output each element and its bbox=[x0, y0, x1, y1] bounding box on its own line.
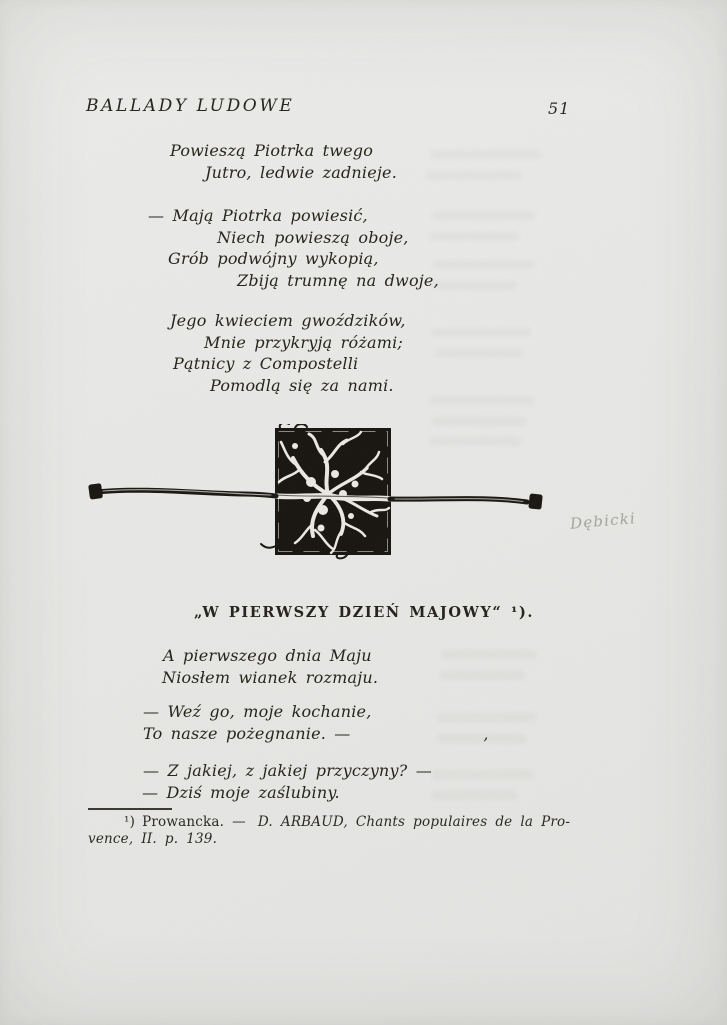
poem-line: Pomodlą się za nami. bbox=[210, 375, 394, 395]
poem-line: — Dziś moje zaślubiny. bbox=[142, 782, 340, 802]
poem-line: — Z jakiej, z jakiej przyczyny? — bbox=[143, 761, 432, 780]
footnote-marker: ¹) bbox=[124, 814, 136, 830]
poem-line: — Weź go, moje kochanie, bbox=[143, 702, 372, 721]
stanza bbox=[0, 140, 727, 183]
poem-line: To nasze pożegnanie. — bbox=[143, 723, 351, 743]
footnote-text-italic: D. ARBAUD, Chants populaires de la Pro- bbox=[257, 814, 571, 830]
poem-line: Jutro, ledwie zadnieje. bbox=[205, 162, 398, 182]
poem-line: A pierwszego dnia Maju bbox=[163, 646, 372, 665]
section-heading: „W PIERWSZY DZIEŃ MAJOWY“ ¹). bbox=[194, 604, 535, 621]
poem-line: Niech powieszą oboje, bbox=[217, 227, 409, 247]
page-number: 51 bbox=[548, 99, 571, 118]
poem-line: Zbiją trumnę na dwoje, bbox=[237, 270, 439, 290]
poem-line: Jego kwieciem gwoździków, bbox=[170, 311, 406, 330]
poem-line: — Mają Piotrka powiesić, bbox=[148, 206, 368, 225]
stray-ink-mark: ’ bbox=[483, 734, 489, 753]
footnote-line bbox=[124, 814, 570, 830]
woodcut-branch-vignette-ornament bbox=[85, 424, 550, 560]
footnote-line: vence, II. p. 139. bbox=[88, 831, 218, 847]
poem-line: Niosłem wianek rozmaju. bbox=[162, 667, 379, 687]
poem-line: Pątnicy z Compostelli bbox=[173, 354, 359, 373]
footnote-text-roman: Prowancka. — bbox=[142, 814, 246, 830]
stanza bbox=[0, 701, 727, 744]
stanza bbox=[0, 310, 727, 396]
stanza bbox=[0, 760, 727, 803]
show-through-line bbox=[429, 396, 535, 405]
poem-line: Powieszą Piotrka twego bbox=[170, 141, 374, 160]
running-title: BALLADY LUDOWE bbox=[86, 96, 295, 116]
stanza bbox=[0, 205, 727, 291]
stanza bbox=[0, 645, 727, 688]
pencil-annotation: Dębicki bbox=[569, 509, 637, 533]
footnote-rule bbox=[88, 808, 172, 810]
poem-line: Mnie przykryją różami; bbox=[204, 332, 404, 352]
poem-line: Grób podwójny wykopią, bbox=[168, 249, 379, 268]
